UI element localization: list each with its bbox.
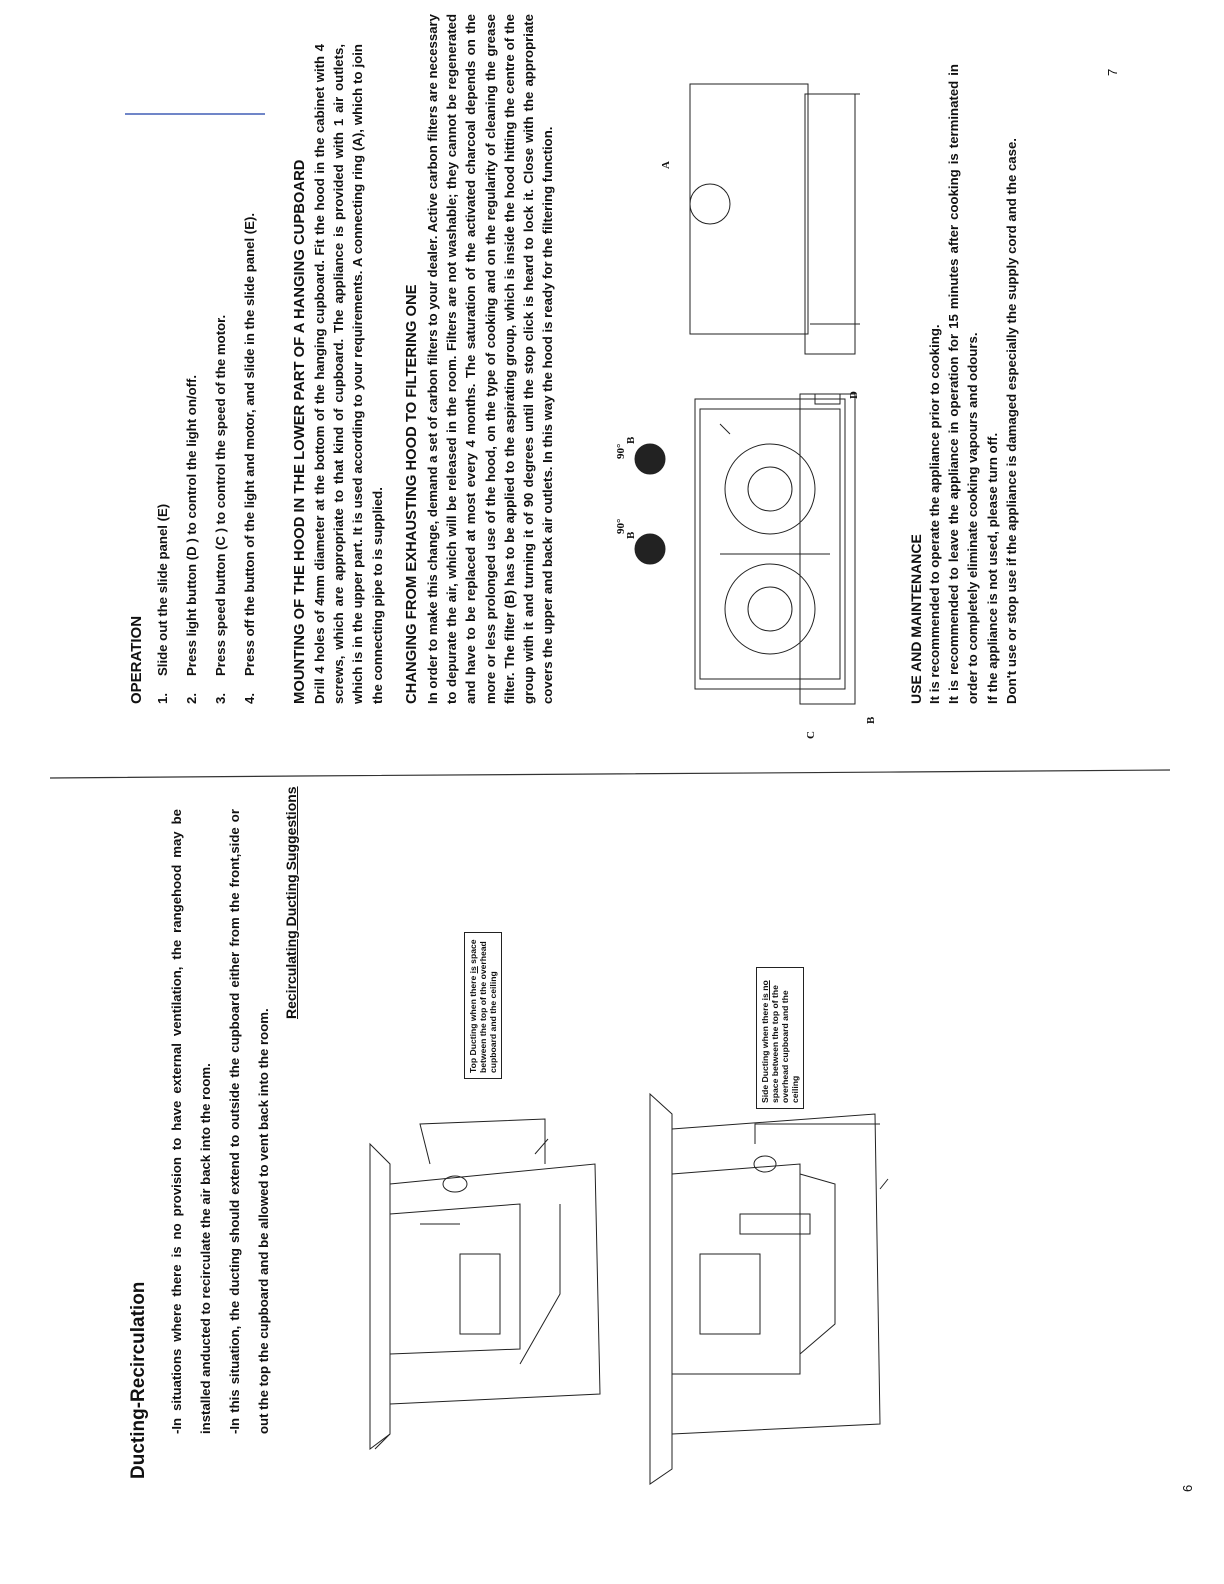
operation-title: OPERATION	[128, 615, 145, 704]
operation-step: 4.Press off the button of the light and motor, and slide in the slide panel (E).	[242, 212, 257, 704]
paragraph-1: -In situations where there is no provision to have external ventilation, the rangehood may be installed anducted to recirculate the air back into the room.	[169, 809, 213, 1434]
hood-side-diagram	[690, 84, 860, 354]
use-maintenance-title: USE AND MAINTENANCE	[908, 534, 924, 704]
angle-label: 90°	[615, 518, 627, 534]
operation-step: 3.Press speed button (C ) to control the speed of the motor.	[213, 314, 228, 704]
use-line: If the appliance is not used, please turn off.	[984, 432, 1000, 704]
filter-label-b: B	[625, 531, 637, 539]
diagram-label-d: D	[848, 391, 860, 399]
callout-side-ducting: Side Ducting when there is no space between the top of the overhead cupboard and the ceiling	[756, 967, 804, 1109]
suggestions-heading: Recirculating Ducting Suggestions	[283, 786, 299, 1019]
operation-step: 1.Slide out the slide panel (E)	[155, 503, 170, 704]
mounting-body: Drill 4 holes of 4mm diameter at the bottom of the hanging cupboard. Fit the hood in the cabinet with 4 screws, which are appropriate to that kind of cupboard. The appliance is provided with 1 air outlets, which is in the upper part. It is used according to your requirements. A connecting ring (A), which to join the connecting pipe to is supplied.	[312, 44, 385, 704]
angle-label-2: 90°	[615, 443, 627, 459]
changing-body: In order to make this change, demand a set of carbon filters to your dealer. Active carbon filters are necessary to depurate the air, which will be released in the room. Filters are not washable; they cannot be regenerated and have to be replaced at most every 4 months. The saturation of the activated charcoal depends on the more or less prolonged use of the hood, on the type of cooking and on the regularity of cleaning the grease filter. The filter (B) has to be applied to the aspirating group, which is inside the hood hitting the centre of the group with it and turning it of 90 degrees until the stop click is heard to lock it. Close with the appropriate covers the upper and back air outlets. In this way the hood is ready for the filtering function.	[425, 14, 556, 704]
page-number-right: 7	[1105, 68, 1120, 76]
diagram-label-c: C	[805, 731, 817, 739]
operation-step: 2.Press light button (D ) to control the light on/off.	[184, 374, 199, 704]
page-number-left: 6	[1180, 1484, 1195, 1492]
left-title: Ducting-Recirculation	[128, 1281, 149, 1479]
diagram-label-a: A	[660, 161, 672, 169]
mounting-title: MOUNTING OF THE HOOD IN THE LOWER PART OF A HANGING CUPBOARD	[292, 159, 308, 704]
filter-label-b-2: B	[625, 436, 637, 444]
filter-b-icons	[635, 444, 665, 564]
use-line: Don't use or stop use if the appliance is damaged especially the supply cord and the case.	[1003, 138, 1019, 704]
paragraph-2: -In this situation, the ducting should extend to outside the cupboard either from the front,side or out the top the cupboard and be allowed to vent back into the room.	[227, 809, 271, 1434]
callout-top-ducting: Top Ducting when there is space between the top of the overhead cupboard and the ceiling	[464, 932, 502, 1079]
hood-underside-diagram	[695, 394, 855, 704]
diagram-label-b: B	[865, 716, 877, 724]
use-line: It is recommended to operate the appliance prior to cooking.	[927, 324, 942, 704]
use-line: It is recommended to leave the appliance in operation for 15 minutes after cooking is terminated in order to completely eliminate cooking vapours and odours.	[946, 64, 981, 704]
use-maintenance-body	[925, 64, 1021, 704]
changing-title: CHANGING FROM EXHAUSTING HOOD TO FILTERING ONE	[404, 284, 420, 704]
